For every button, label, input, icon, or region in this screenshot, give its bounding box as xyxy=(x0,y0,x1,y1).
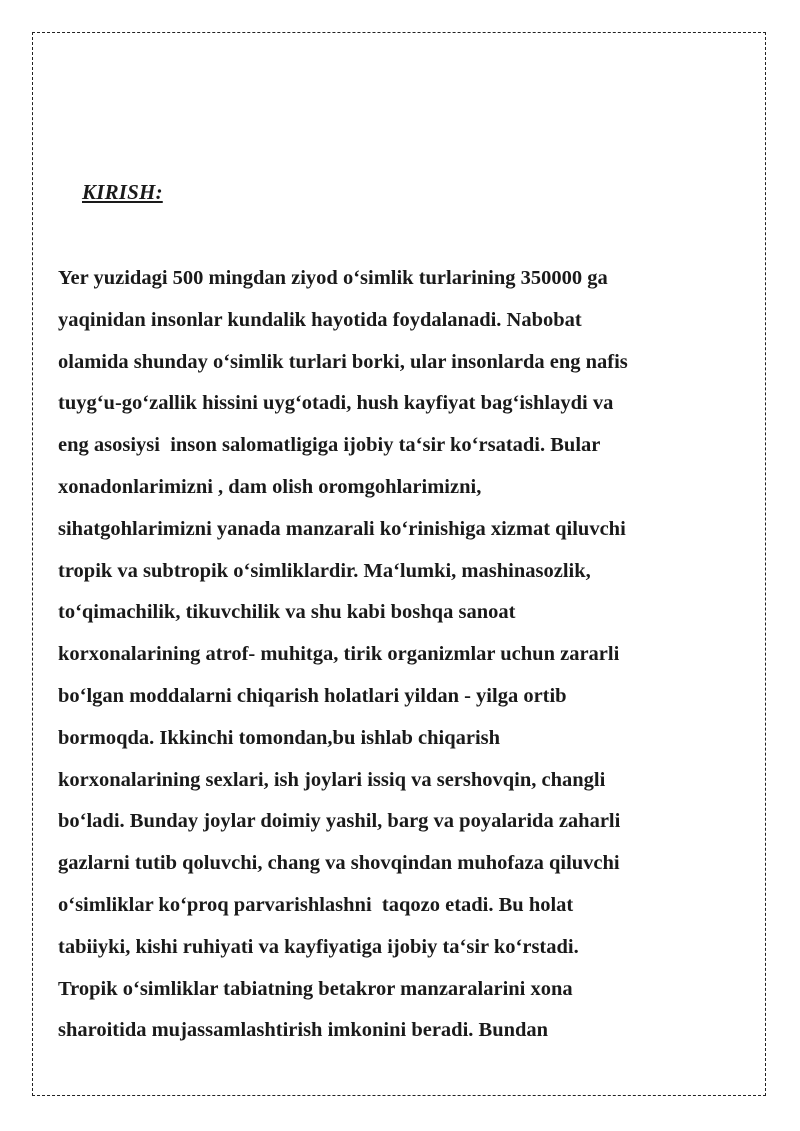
text-line: eng asosiysi inson salomatligiga ijobiy ta‘sir ko‘rsatadi. Bular xyxy=(58,434,601,457)
text-line: tropik va subtropik o‘simliklardir. Ma‘lumki, mashinasozlik, xyxy=(58,559,591,582)
text-line: xonadonlarimizni , dam olish oromgohlarimizni, xyxy=(58,475,482,498)
text-line: sharoitida mujassamlashtirish imkonini beradi. Bundan xyxy=(58,1019,549,1042)
text-line: korxonalarining atrof- muhitga, tirik organizmlar uchun zararli xyxy=(58,643,620,666)
text-line: bo‘ladi. Bunday joylar doimiy yashil, barg va poyalarida zaharli xyxy=(58,810,621,833)
text-line: bormoqda. Ikkinchi tomondan,bu ishlab chiqarish xyxy=(58,726,501,749)
text-line: to‘qimachilik, tikuvchilik va shu kabi boshqa sanoat xyxy=(58,601,516,624)
text-line: Tropik o‘simliklar tabiatning betakror manzaralarini xona xyxy=(58,977,573,1000)
text-line: korxonalarining sexlari, ish joylari issiq va sershovqin, changli xyxy=(58,768,606,791)
text-line: tuyg‘u-go‘zallik hissini uyg‘otadi, hush kayfiyat bag‘ishlaydi va xyxy=(58,392,614,415)
text-line: yaqinidan insonlar kundalik hayotida foydalanadi. Nabobat xyxy=(58,308,582,331)
text-line: bo‘lgan moddalarni chiqarish holatlari yildan - yilga ortib xyxy=(58,684,567,707)
text-line: sihatgohlarimizni yanada manzarali ko‘rinishiga xizmat qiluvchi xyxy=(58,517,626,540)
body-text xyxy=(58,258,628,1052)
text-line: Yer yuzidagi 500 mingdan ziyod o‘simlik turlarining 350000 ga xyxy=(58,267,608,289)
text-line: tabiiyki, kishi ruhiyati va kayfiyatiga ijobiy ta‘sir ko‘rstadi. xyxy=(58,935,579,958)
text-line: o‘simliklar ko‘proq parvarishlashni taqozo etadi. Bu holat xyxy=(58,893,574,916)
text-line: gazlarni tutib qoluvchi, chang va shovqindan muhofaza qiluvchi xyxy=(58,852,620,875)
section-heading: KIRISH: xyxy=(82,180,163,204)
text-line: olamida shunday o‘simlik turlari borki, ular insonlarda eng nafis xyxy=(58,350,628,373)
